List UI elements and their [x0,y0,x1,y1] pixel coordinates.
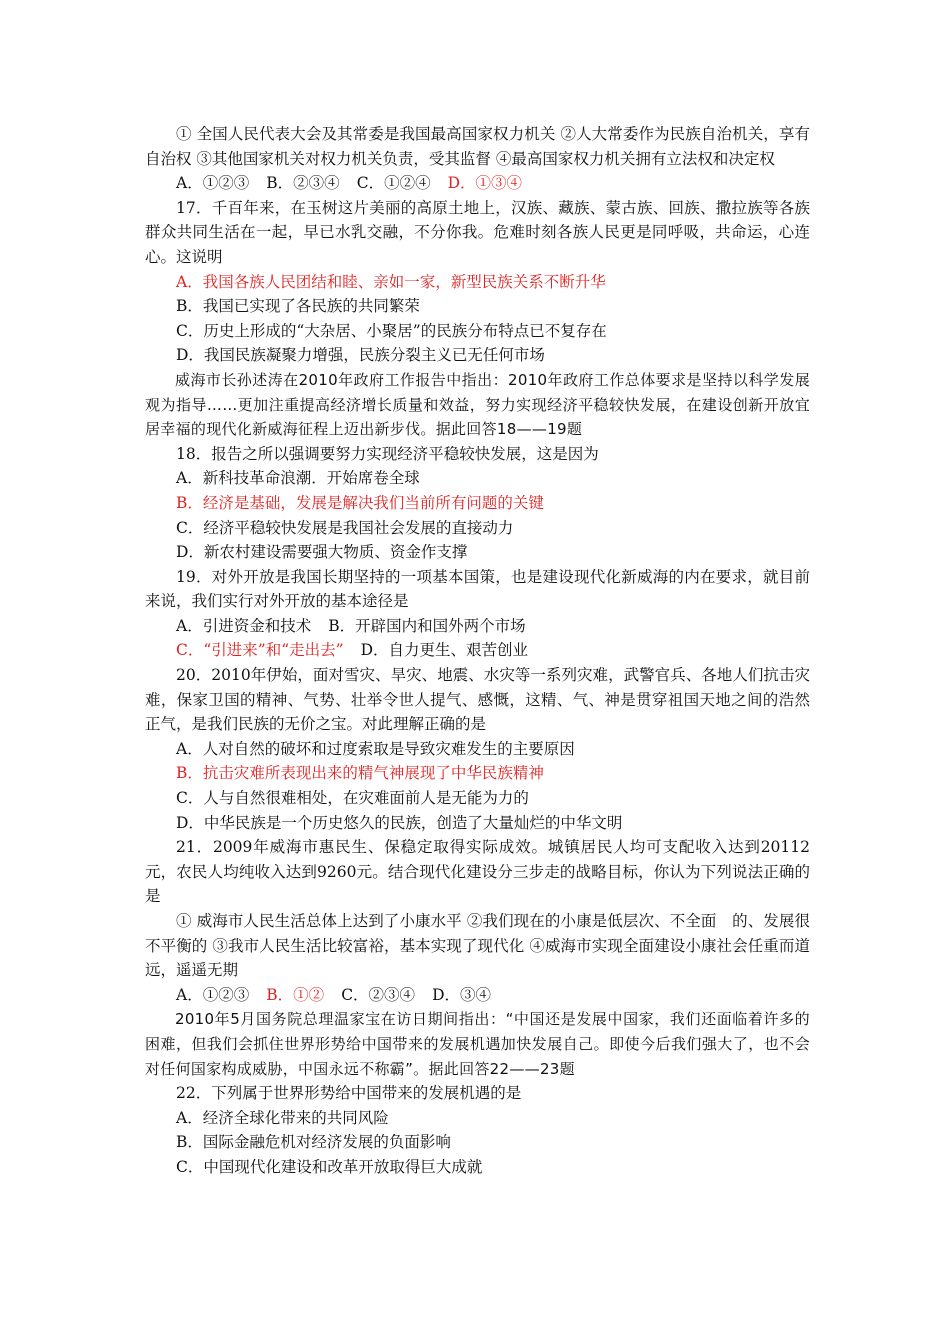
q18-option-c: C．经济平稳较快发展是我国社会发展的直接动力 [176,518,514,537]
q22-option-a: A．经济全球化带来的共同风险 [176,1108,389,1127]
q17-option-d: D．我国民族凝聚力增强，民族分裂主义已无任何市场 [176,346,545,365]
q21-statements: ① 威海市人民生活总体上达到了小康水平 ②我们现在的小康是低层次、不全面 的、发展很不平衡的 ③我市人民生活比较富裕，基本实现了现代化 ④威海市实现全面建设小康社会任重而道远，遥遥无期 [145,912,810,980]
q20-answer: B．抗击灾难所表现出来的精气神展现了中华民族精神 [176,764,544,783]
q19-option-a: A．引进资金和技术 [176,616,312,635]
q17-answer: A．我国各族人民团结和睦、亲如一家，新型民族关系不断升华 [176,272,606,291]
q21-option-c: C．②③④ [341,985,416,1004]
q17-option-c: C．历史上形成的“大杂居、小聚居”的民族分布特点已不复存在 [176,321,607,340]
q21-option-d: D．③④ [432,985,492,1004]
q16-answer: D．①③④ [447,174,523,193]
q22-stem: 22．下列属于世界形势给中国带来的发展机遇的是 [176,1084,522,1103]
q19-option-b: B．开辟国内和国外两个市场 [328,616,526,635]
exam-page [145,122,810,1180]
q19-answer: C．“引进来”和“走出去” [176,641,344,660]
material-2: 2010年5月国务院总理温家宝在访日期间指出：“中国还是发展中国家，我们还面临着许多的困难，但我们会抓住世界形势给中国带来的发展机遇加快发展自己。即使今后我们强大了，也不会对任何国家构成威胁，中国永远不称霸”。据此回答22——23题 [145,1010,810,1078]
q22-option-c: C．中国现代化建设和改革开放取得巨大成就 [176,1157,483,1176]
q16-option-c: C．①②④ [356,174,431,193]
q19-stem: 19．对外开放是我国长期坚持的一项基本国策，也是建设现代化新威海的内在要求，就目前来说，我们实行对外开放的基本途径是 [145,567,810,611]
q20-stem: 20．2010年伊始，面对雪灾、旱灾、地震、水灾等一系列灾难，武警官兵、各地人们抗击灾难，保家卫国的精神、气势、壮举令世人提气、感慨，这精、气、神是贯穿祖国天地之间的浩然正气，是我们民族的无价之宝。对此理解正确的是 [145,666,810,734]
q19-options-ab [145,614,810,639]
q21-option-a: A．①②③ [176,985,250,1004]
q16-options [145,171,810,196]
q20-option-c: C．人与自然很难相处，在灾难面前人是无能为力的 [176,789,529,808]
q19-option-d: D．自力更生、艰苦创业 [360,641,529,660]
q20-option-d: D．中华民族是一个历史悠久的民族，创造了大量灿烂的中华文明 [176,813,623,832]
q17-stem: 17．千百年来，在玉树这片美丽的高原土地上，汉族、藏族、蒙古族、回族、撒拉族等各族群众共同生活在一起，早已水乳交融，不分你我。危难时刻各族人民更是同呼吸，共命运，心连心。这说明 [145,198,810,266]
q17-option-b: B．我国已实现了各民族的共同繁荣 [176,297,420,316]
q20-option-a: A．人对自然的破坏和过度索取是导致灾难发生的主要原因 [176,739,575,758]
q21-answer: B．①② [266,985,325,1004]
q19-options-cd [145,638,810,663]
material-1: 威海市长孙述涛在2010年政府工作报告中指出：2010年政府工作总体要求是坚持以科学发展观为指导……更加注重提高经济增长质量和效益，努力实现经济平稳较快发展，在建设创新开放宜居幸福的现代化新威海征程上迈出新步伐。据此回答18——19题 [145,370,810,439]
q18-stem: 18．报告之所以强调要努力实现经济平稳较快发展，这是因为 [176,444,599,463]
q16-statements: ① 全国人民代表大会及其常委是我国最高国家权力机关 ②人大常委作为民族自治机关，享有自治权 ③其他国家机关对权力机关负责，受其监督 ④最高国家权力机关拥有立法权和决定权 [145,125,810,168]
q22-option-b: B．国际金融危机对经济发展的负面影响 [176,1133,451,1152]
q18-answer: B．经济是基础，发展是解决我们当前所有问题的关键 [176,493,544,512]
q18-option-d: D．新农村建设需要强大物质、资金作支撑 [176,543,468,562]
q16-option-b: B．②③④ [266,174,340,193]
q21-stem: 21．2009年威海市惠民生、保稳定取得实际成效。城镇居民人均可支配收入达到20112元，农民人均纯收入达到9260元。结合现代化建设分三步走的战略目标，你认为下列说法正确的是 [145,838,810,906]
q16-option-a: A．①②③ [176,174,250,193]
q21-options [145,983,810,1008]
q18-option-a: A．新科技革命浪潮．开始席卷全球 [176,469,420,488]
